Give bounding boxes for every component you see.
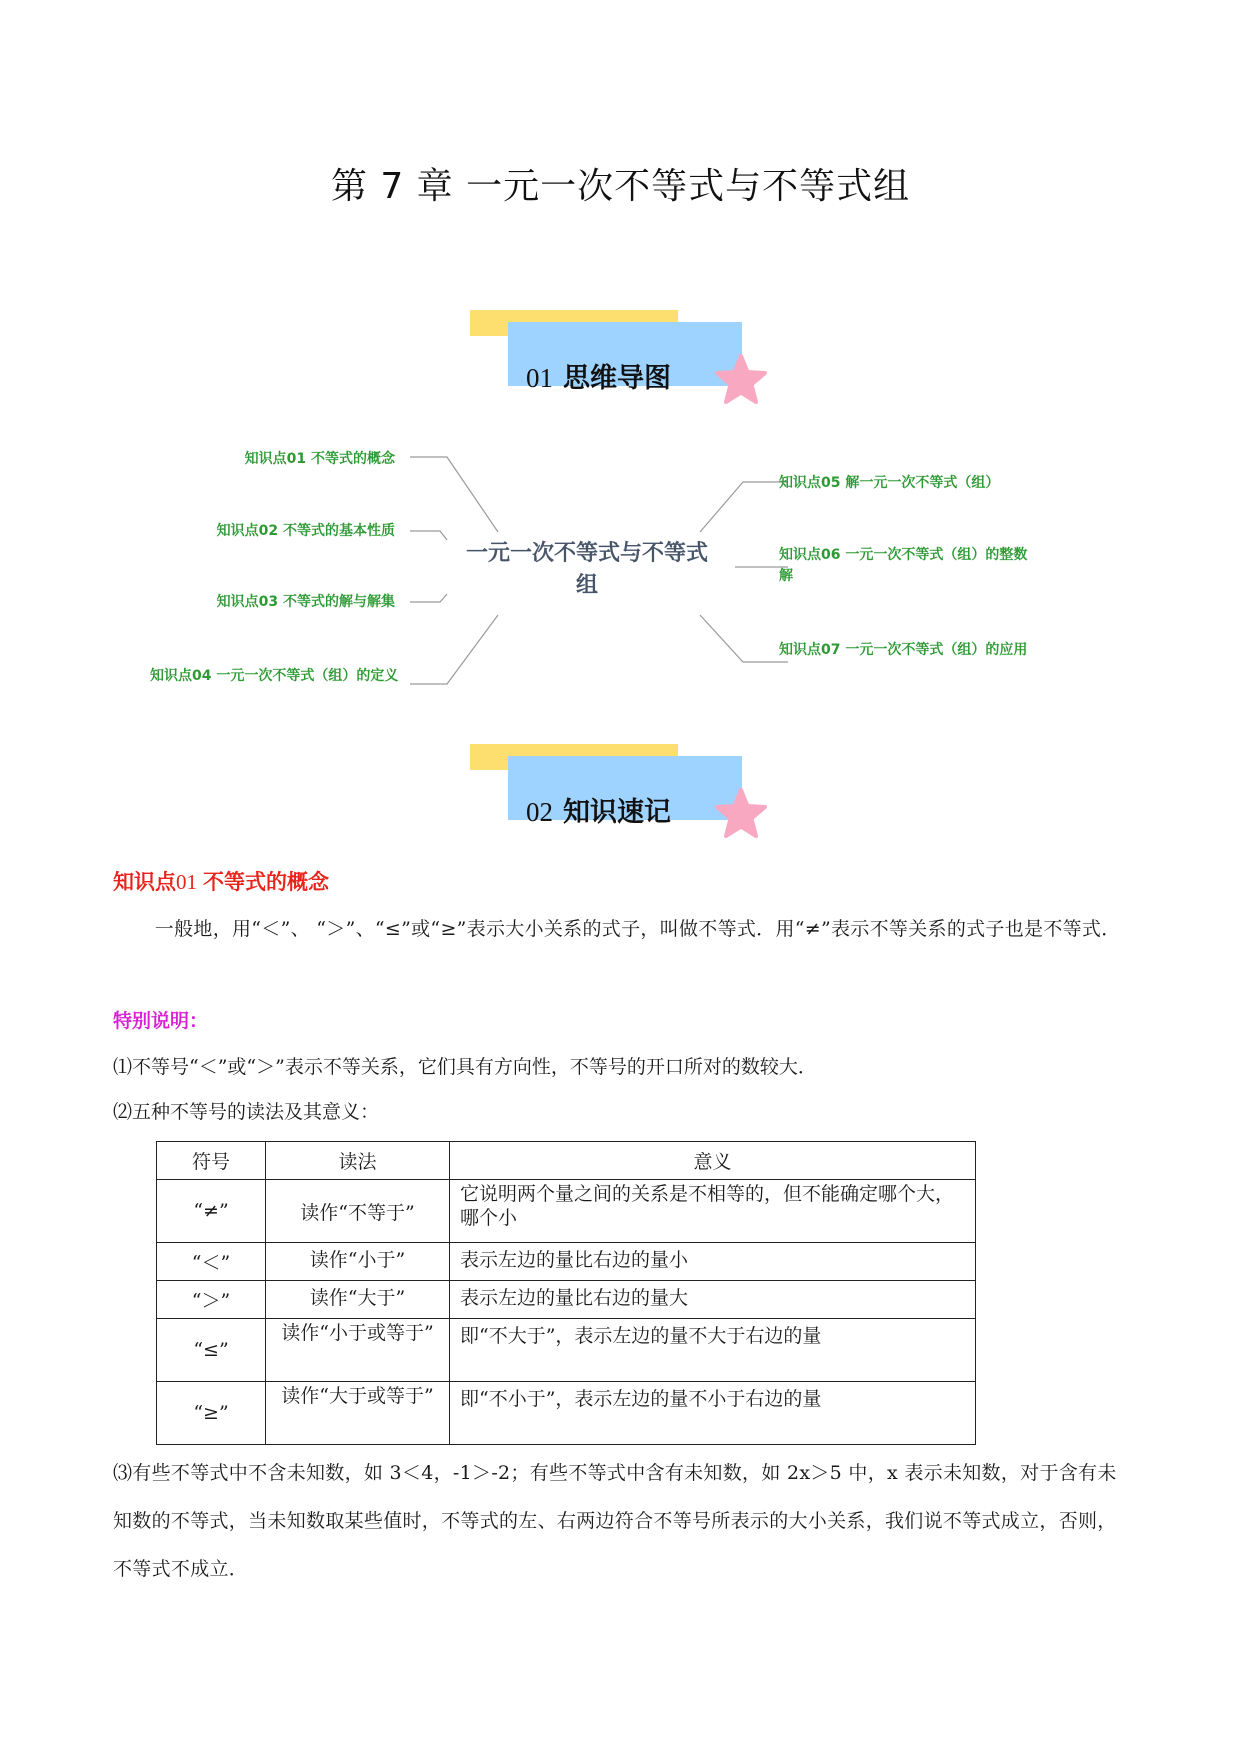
section-title: 思维导图: [563, 363, 671, 394]
cell-symbol: “＞”: [157, 1281, 266, 1319]
note-2: ⑵五种不等号的读法及其意义：: [113, 1101, 380, 1123]
cell-reading: 读作“小于或等于”: [266, 1319, 450, 1382]
cell-symbol: “＜”: [157, 1243, 266, 1281]
cell-symbol: “≥”: [157, 1382, 266, 1445]
cell-meaning: 即“不大于”，表示左边的量不大于右边的量: [450, 1319, 976, 1382]
header-symbol: 符号: [157, 1142, 266, 1180]
connector-right-1: [700, 482, 788, 532]
cell-meaning: 表示左边的量比右边的量小: [450, 1243, 976, 1281]
cell-reading: 读作“大于”: [266, 1281, 450, 1319]
cell-reading: 读作“小于”: [266, 1243, 450, 1281]
cell-meaning: 它说明两个量之间的关系是不相等的，但不能确定哪个大，哪个小: [450, 1180, 976, 1243]
connector-left-4: [410, 615, 498, 684]
mindmap-node-kp01: 知识点01 不等式的概念: [244, 451, 395, 467]
connector-left-1: [410, 457, 498, 532]
section-title: 知识速记: [563, 797, 671, 828]
note-1: ⑴不等号“＜”或“＞”表示不等关系，它们具有方向性，不等号的开口所对的数较大．: [113, 1056, 817, 1078]
mindmap-node-kp04: 知识点04 一元一次不等式（组）的定义: [150, 668, 399, 684]
connector-right-3: [700, 615, 788, 662]
mindmap-node-kp05: 知识点05 解一元一次不等式（组）: [779, 475, 1000, 491]
page-title: 第 7 章 一元一次不等式与不等式组: [330, 166, 911, 207]
kp01-title: 不等式的概念: [203, 870, 329, 894]
cell-reading: 读作“大于或等于”: [266, 1382, 450, 1445]
special-note-label: 特别说明：: [113, 1010, 209, 1032]
header-reading: 读法: [266, 1142, 450, 1180]
kp01-definition: 一般地，用“＜”、 “＞”、“≤”或“≥”表示大小关系的式子，叫做不等式．用“≠”表示不等关系的式子也是不等式．: [154, 918, 1121, 940]
section-banner-notes: [470, 744, 750, 834]
mindmap-node-kp06: 知识点06 一元一次不等式（组）的整数解: [779, 547, 1028, 584]
kp01-heading: [113, 866, 329, 896]
table-header-row: [157, 1142, 976, 1180]
cell-meaning: 即“不小于”，表示左边的量不小于右边的量: [450, 1382, 976, 1445]
cell-meaning: 表示左边的量比右边的量大: [450, 1281, 976, 1319]
table-row: [157, 1180, 976, 1243]
mindmap-node-kp02: 知识点02 不等式的基本性质: [216, 523, 395, 539]
note-3: ⑶有些不等式中不含未知数，如 3＜4，-1＞-2；有些不等式中含有未知数，如 2x＞5 中，x 表示未知数，对于含有未知数的不等式，当未知数取某些值时，不等式的左、右两边符合不等号所表示的大小关系，我们说不等式成立，否则，不等式不成立．: [113, 1462, 1117, 1580]
section-number: 02: [526, 797, 553, 827]
kp01-prefix: 知识点: [113, 870, 176, 894]
table-row: [157, 1319, 976, 1382]
connector-left-2: [410, 531, 447, 540]
connector-left-3: [410, 594, 447, 602]
star-icon: [714, 788, 768, 840]
mindmap-node-kp07: 知识点07 一元一次不等式（组）的应用: [779, 642, 1028, 658]
header-meaning: 意义: [450, 1142, 976, 1180]
table-row: [157, 1243, 976, 1281]
inequality-sign-table: [156, 1141, 976, 1445]
table-row: [157, 1382, 976, 1445]
banner-label: [526, 790, 671, 829]
cell-reading: 读作“不等于”: [266, 1180, 450, 1243]
mindmap-node-kp03: 知识点03 不等式的解与解集: [216, 594, 395, 610]
cell-symbol: “≤”: [157, 1319, 266, 1382]
table-row: [157, 1281, 976, 1319]
mindmap-center: 一元一次不等式与不等式组: [465, 541, 708, 598]
section-number: 01: [526, 363, 553, 393]
kp01-number: 01: [176, 870, 197, 894]
cell-symbol: “≠”: [157, 1180, 266, 1243]
